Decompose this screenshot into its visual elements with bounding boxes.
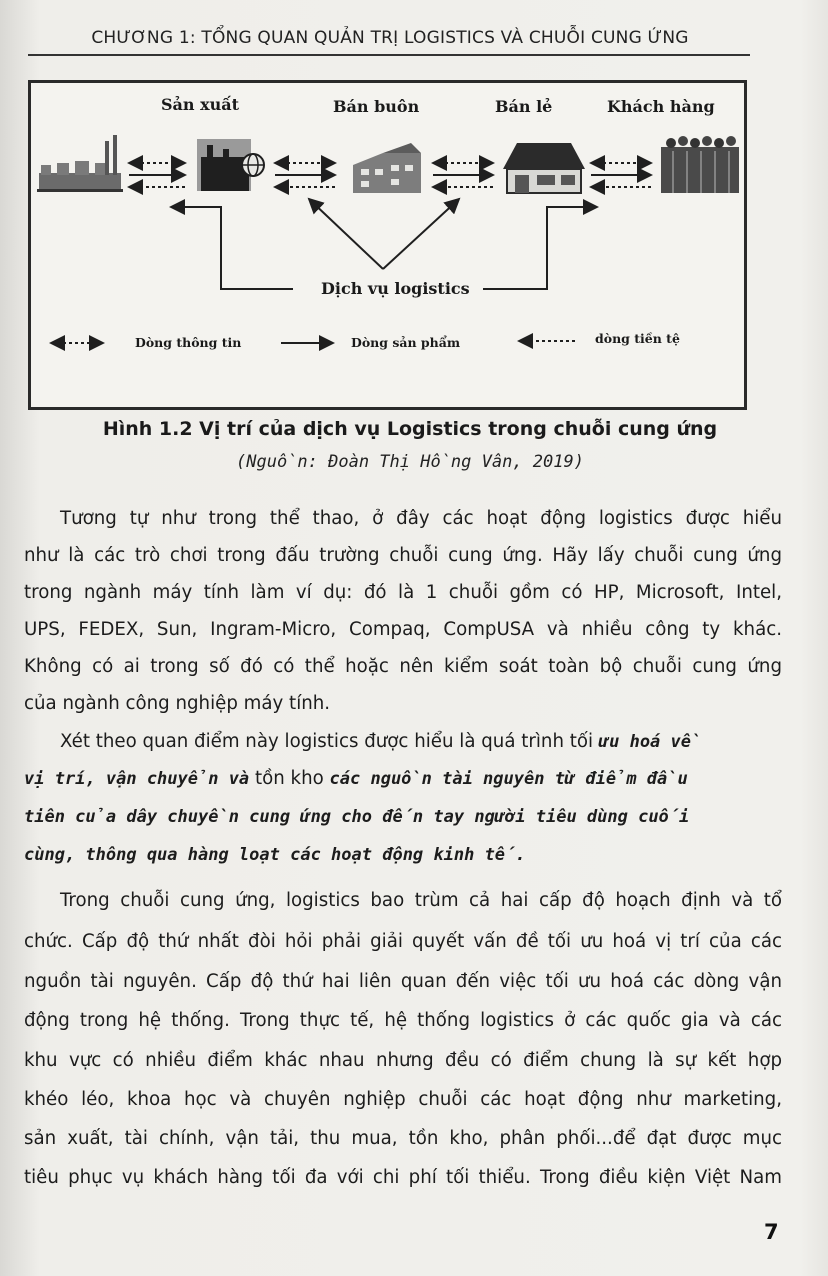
- stage-label-wholesale: Bán buôn: [333, 97, 420, 116]
- figure-caption: Hình 1.2 Vị trí của dịch vụ Logistics trong chuỗi cung ứng: [102, 418, 718, 440]
- paragraph-1-line-2: như là các trò chơi trong đấu trường chuỗi cung ứng. Hãy lấy chuỗi cung ứng: [24, 545, 782, 566]
- retail-store-icon: [503, 143, 585, 193]
- paragraph-2-line-3: tiên của dây chuyền cung ứng cho đến tay người tiêu dùng cuối: [24, 807, 690, 827]
- paragraph-3-line-6: khéo léo, khoa học và chuyên nghiệp chuỗi các hoạt động như marketing,: [24, 1089, 782, 1110]
- paragraph-3-line-2: chức. Cấp độ thứ nhất đòi hỏi phải giải quyết vấn đề tối ưu hoá vị trí của các: [24, 931, 782, 952]
- legend-arrows: [51, 341, 575, 343]
- legend-money-flow: dòng tiền tệ: [595, 331, 680, 346]
- flow-arrows-2: [275, 163, 335, 187]
- stage-label-customer: Khách hàng: [607, 97, 715, 116]
- paragraph-3-line-7: sản xuất, tài chính, vận tải, thu mua, tồn kho, phân phối...để đạt được mục: [24, 1128, 782, 1149]
- flow-arrows-3: [433, 163, 493, 187]
- paragraph-3-line-1: Trong chuỗi cung ứng, logistics bao trùm cả hai cấp độ hoạch định và tổ: [60, 890, 782, 911]
- figure-drawing: [31, 83, 744, 407]
- paragraph-1-line-5: Không có ai trong số đó có thể hoặc nên kiểm soát toàn bộ chuỗi cung ứng: [24, 656, 782, 677]
- p2-l2-emph-b: các nguồn tài nguyên từ điểm đầu: [329, 769, 688, 789]
- page-number: 7: [764, 1220, 779, 1244]
- p2-l2-emph-a: vị trí, vận chuyển và: [24, 769, 250, 789]
- paragraph-3-line-4: động trong hệ thống. Trong thực tế, hệ thống logistics ở các quốc gia và các: [24, 1010, 782, 1031]
- logistics-connectors: [171, 199, 597, 289]
- globe-icon: [242, 154, 264, 176]
- supply-chain-figure: [28, 80, 747, 410]
- logistics-service-label: Dịch vụ logistics: [321, 279, 470, 298]
- p2-l2-plain: tồn kho: [254, 768, 324, 789]
- paragraph-1-line-1: Tương tự như trong thể thao, ở đây các hoạt động logistics được hiểu: [60, 508, 782, 529]
- legend-product-flow: Dòng sản phẩm: [351, 335, 461, 350]
- paragraph-2-line-1: [60, 731, 701, 752]
- figure-source: (Nguồn: Đoàn Thị Hồng Vân, 2019): [236, 452, 584, 472]
- p2-l1-plain: Xét theo quan điểm này logistics được hiểu là quá trình tối: [60, 731, 594, 752]
- paragraph-2-line-4: cùng, thông qua hàng loạt các hoạt động kinh tế.: [24, 845, 526, 865]
- paragraph-1-line-6: của ngành công nghiệp máy tính.: [24, 693, 331, 714]
- paragraph-3-line-8: tiêu phục vụ khách hàng tối đa với chi phí tối thiểu. Trong điều kiện Việt Nam: [24, 1167, 782, 1188]
- stage-label-production: Sản xuất: [161, 95, 240, 114]
- legend-info-flow: Dòng thông tin: [135, 335, 242, 350]
- paragraph-2-line-2: [24, 768, 688, 789]
- paragraph-3-line-3: nguồn tài nguyên. Cấp độ thứ hai liên quan đến việc tối ưu hoá các dòng vận: [24, 971, 782, 992]
- flow-arrows-1: [129, 163, 185, 187]
- paragraph-1-line-3: trong ngành máy tính làm ví dụ: đó là 1 chuỗi gồm có HP, Microsoft, Intel,: [24, 582, 782, 603]
- header-rule: [28, 54, 750, 56]
- factory-icon: [37, 135, 123, 192]
- flow-arrows-4: [591, 163, 651, 187]
- customers-crowd-icon: [661, 136, 739, 193]
- stage-label-retail: Bán lẻ: [495, 97, 553, 116]
- paragraph-1-line-4: UPS, FEDEX, Sun, Ingram-Micro, Compaq, CompUSA và nhiều công ty khác.: [24, 619, 782, 640]
- paragraph-3-line-5: khu vực có nhiều điểm khác nhau nhưng đều có điểm chung là sự kết hợp: [24, 1050, 782, 1071]
- running-header: CHƯƠNG 1: TỔNG QUAN QUẢN TRỊ LOGISTICS VÀ CHUỖI CUNG ỨNG: [91, 28, 689, 48]
- wholesale-building-icon: [353, 143, 421, 193]
- p2-l1-emph: ưu hoá về: [598, 732, 702, 752]
